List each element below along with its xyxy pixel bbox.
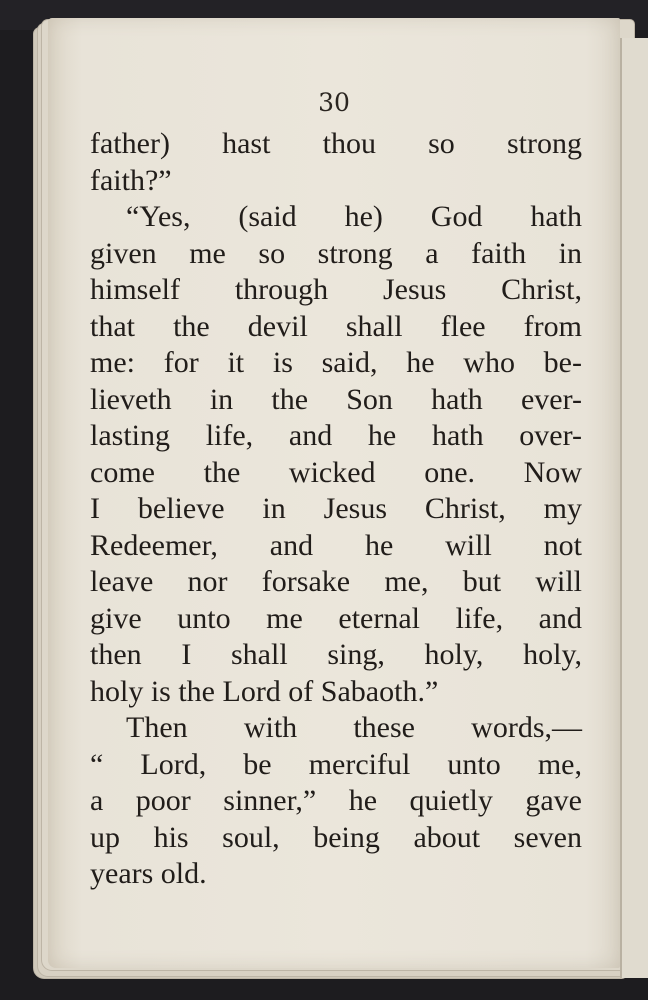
text-line: Redeemer, and he will not — [90, 528, 582, 562]
text-line: come the wicked one. Now — [90, 455, 582, 489]
text-line: give unto me eternal life, and — [90, 601, 582, 635]
text-line: leave nor forsake me, but will — [90, 565, 582, 598]
text-line: given me so strong a faith in — [90, 236, 582, 270]
text-line: years old. — [90, 857, 207, 890]
text-line: me: for it is said, he who be- — [90, 346, 582, 379]
page-number: 30 — [318, 88, 350, 117]
text-line: himself through Jesus Christ, — [90, 273, 582, 306]
page-text — [90, 126, 582, 893]
text-line: a poor sinner,” he quietly gave — [90, 784, 582, 817]
text-line: I believe in Jesus Christ, my — [90, 492, 582, 525]
text-line: lieveth in the Son hath ever- — [90, 382, 582, 416]
text-line: Then with these words,— — [126, 711, 582, 744]
text-line: father) hast thou so strong — [90, 127, 582, 160]
text-line: then I shall sing, holy, holy, — [90, 638, 582, 671]
facing-page-edge — [620, 38, 648, 978]
text-line: lasting life, and he hath over- — [90, 419, 582, 452]
text-line: “Yes, (said he) God hath — [126, 200, 582, 233]
text-line: that the devil shall flee from — [90, 309, 582, 343]
text-line: holy is the Lord of Sabaoth.” — [90, 674, 439, 708]
text-line: “ Lord, be merciful unto me, — [90, 747, 582, 781]
text-line: faith?” — [90, 163, 172, 197]
text-line: up his soul, being about seven — [90, 820, 582, 854]
